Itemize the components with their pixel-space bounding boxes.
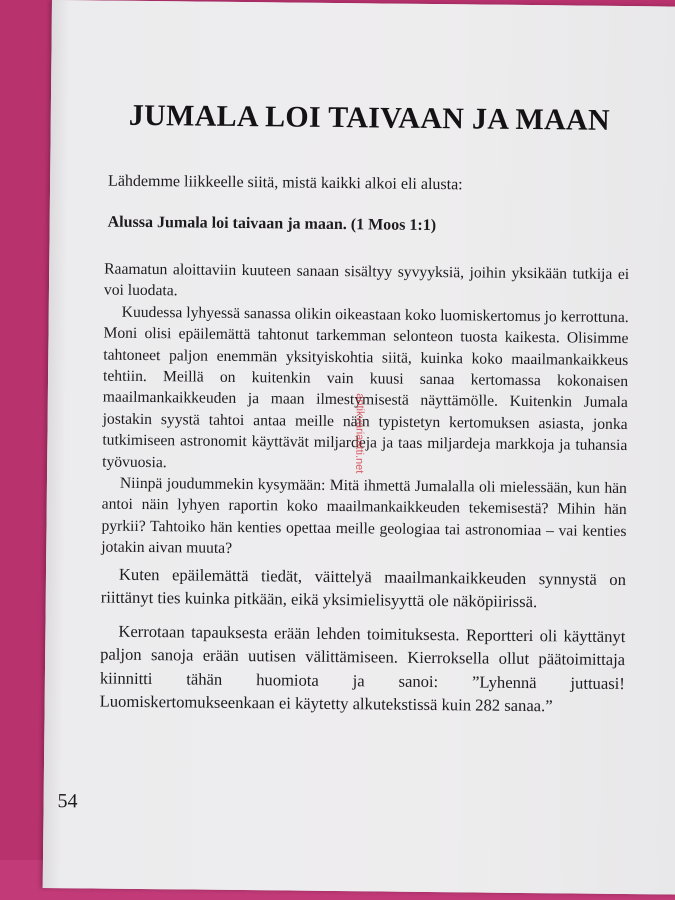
chapter-title: JUMALA LOI TAIVAAN JA MAAN: [128, 98, 611, 137]
paragraph-3: Niinpä joudummekin kysymään: Mitä ihmettä Jumalalla oli mielessään, kun hän antoi näin lyhyen raportin koko maailmankaikkeuden tekemisestä? Mihin hän pyrkii? Tahtoiko hän kenties opettaa meille geologiaa tai astronomiaa – vai kenties jotakin aivan muuta?: [101, 474, 628, 558]
paragraph-2: Kuudessa lyhyessä sanassa olikin oikeastaan koko luomiskertomus jo kerrottuna. Moni olisi epäilemättä tahtonut tarkemman selonteon tuosta kaikesta. Olisimme tahtoneet paljon enemmän yksityiskohtia siitä, kuinka koko maailmankaikkeus tehtiin. Meillä on kuitenkin vain kuusi sanaa kertomassa kokonaisen maailmankaikkeuden ja maan ilmestymisestä näyttämölle. Kuitenkin Jumala jostakin syystä tahtoi antaa meille näin typistetyn kertomuksen asiasta, jonka tutkimiseen astronomit käyttävät miljardeja ja taas miljardeja markkoja ja tuhansia työvuosia.: [102, 303, 629, 471]
intro-line: Lähdemme liikkeelle siitä, mistä kaikki alkoi eli alusta:: [108, 172, 463, 194]
paragraph-5: Kerrotaan tapauksesta erään lehden toimituksesta. Reportteri oli käyttänyt paljon sanoja erään uutisen välittämiseen. Kierroksella ollut päätoimittaja kiinnitti tähän huomiota ja sanoi: ”Lyhennä juttuasi! Luomiskertomukseenkaan ei käytetty alkutekstissä kuin 282 sanaa.”: [99, 621, 626, 716]
body-paragraphs: [100, 259, 630, 719]
paragraph-4: Kuten epäilemättä tiedät, väittelyä maailmankaikkeuden synnystä on riittänyt ties kuinka pitkään, eikä yksimielisyyttä ole näköpiirissä.: [100, 564, 627, 612]
book-page: [43, 0, 675, 895]
watermark: antikvariaatti.net: [353, 393, 366, 474]
bible-verse: Alussa Jumala loi taivaan ja maan. (1 Moos 1:1): [107, 213, 437, 235]
page-number: 54: [57, 790, 78, 813]
paragraph-1: Raamatun aloittaviin kuuteen sanaan sisältyy syvyyksiä, joihin yksikään tutkija ei voi luodata.: [103, 260, 630, 300]
